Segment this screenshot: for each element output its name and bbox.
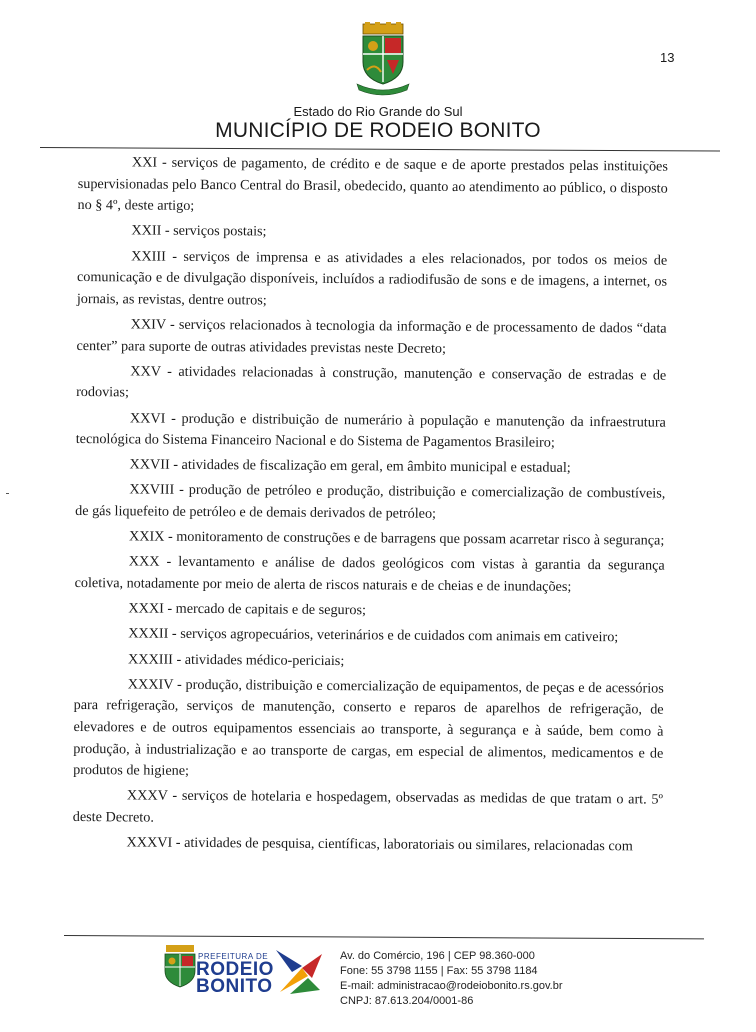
scan-speck [6,493,9,494]
municipal-crest-icon [355,22,411,96]
state-name: Estado do Rio Grande do Sul [293,104,463,119]
page-number: 13 [660,50,675,65]
paragraph: XXIX - monitoramento de construções e de barragens que possam acarretar risco à segurança; [128,528,665,549]
footer-brand [196,952,274,995]
paragraph: XXII - serviços postais; [131,222,267,240]
municipality-title: MUNICÍPIO DE RODEIO BONITO [215,119,541,142]
paragraph: XXIII - serviços de imprensa e as atividades a eles relacionados, por todos os meios de comunicação e de divulgação disponíveis, incluídos a radiodifusão de sons e de imagens, a internet, os jornais, as revistas, dentre outros; [76,247,668,309]
paragraph: XXXIV - produção, distribuição e comercialização de equipamentos, de peças e de acessórios para refrigeração, serviços de manutenção, conserto e reparos de aparelhos de refrigeração, de elevadores e de outros equipamentos essenciais ao transporte, à segurança e à saúde, bem como à produção, à industrialização e ao transporte de cargas, em especial de alimentos, medicamentos e de produtos de higiene; [73,676,664,780]
brand-prefix: PREFEITURA DE [198,952,269,961]
decree-body [73,152,668,856]
email-line: E-mail: administracao@rodeiobonito.rs.gov.br [340,980,563,992]
paragraph: XXX - levantamento e análise de dados geológicos com vistas à garantia da segurança coletiva, notadamente por meio de alerta de riscos naturais e de cheias e de inundações; [74,553,665,595]
brand-line-2: BONITO [196,976,273,997]
paragraph: XXVIII - produção de petróleo e produção, distribuição e comercialização de combustíveis, de gás liquefeito de petróleo e de demais derivados de petróleo; [75,481,666,522]
paragraph: XXXII - serviços agropecuários, veterinários e de cuidados com animais em cativeiro; [128,625,619,646]
paragraph: XXXI - mercado de capitais e de seguros; [128,600,367,619]
paragraph: XXI - serviços de pagamento, de crédito e de saque e de aporte prestados pelas instituições supervisionadas pelo Banco Central do Brasil, obedecido, quanto ao atendimento ao público, o disposto no § 4º, deste artigo; [77,154,668,215]
paragraph: XXXV - serviços de hotelaria e hospedagem, observadas as medidas de que tratam o art. 5º deste Decreto. [72,787,663,826]
footer-contact [340,949,563,1009]
phone-line: Fone: 55 3798 1155 | Fax: 55 3798 1184 [340,965,538,977]
paragraph: XXV - atividades relacionadas à construção, manutenção e conservação de estradas e de rodovias; [76,363,667,401]
paragraph: XXVII - atividades de fiscalização em geral, em âmbito municipal e estadual; [129,456,571,477]
brand-line-1: RODEIO [196,959,274,980]
cnpj-line: CNPJ: 87.613.204/0001-86 [340,995,474,1007]
cut-off-paragraph: XXXVI - atividades de pesquisa, científicas, laboratoriais ou similares, relacionadas com [126,834,633,855]
address-line: Av. do Comércio, 196 | CEP 98.360-000 [340,950,535,962]
paragraph: XXVI - produção e distribuição de numerário à população e manutenção da infraestrutura tecnológica do Sistema Financeiro Nacional e do Sistema de Pagamentos Brasileiro; [75,409,666,451]
brand-swoosh-icon [272,946,324,996]
footer-crest-icon [160,944,200,990]
header-divider [40,147,720,152]
paragraph: XXXIII - atividades médico-periciais; [127,651,345,669]
paragraph: XXIV - serviços relacionados à tecnologia da informação e de processamento de dados “data center” para suporte de outras atividades previstas neste Decreto; [76,316,667,357]
footer-divider [64,935,704,939]
